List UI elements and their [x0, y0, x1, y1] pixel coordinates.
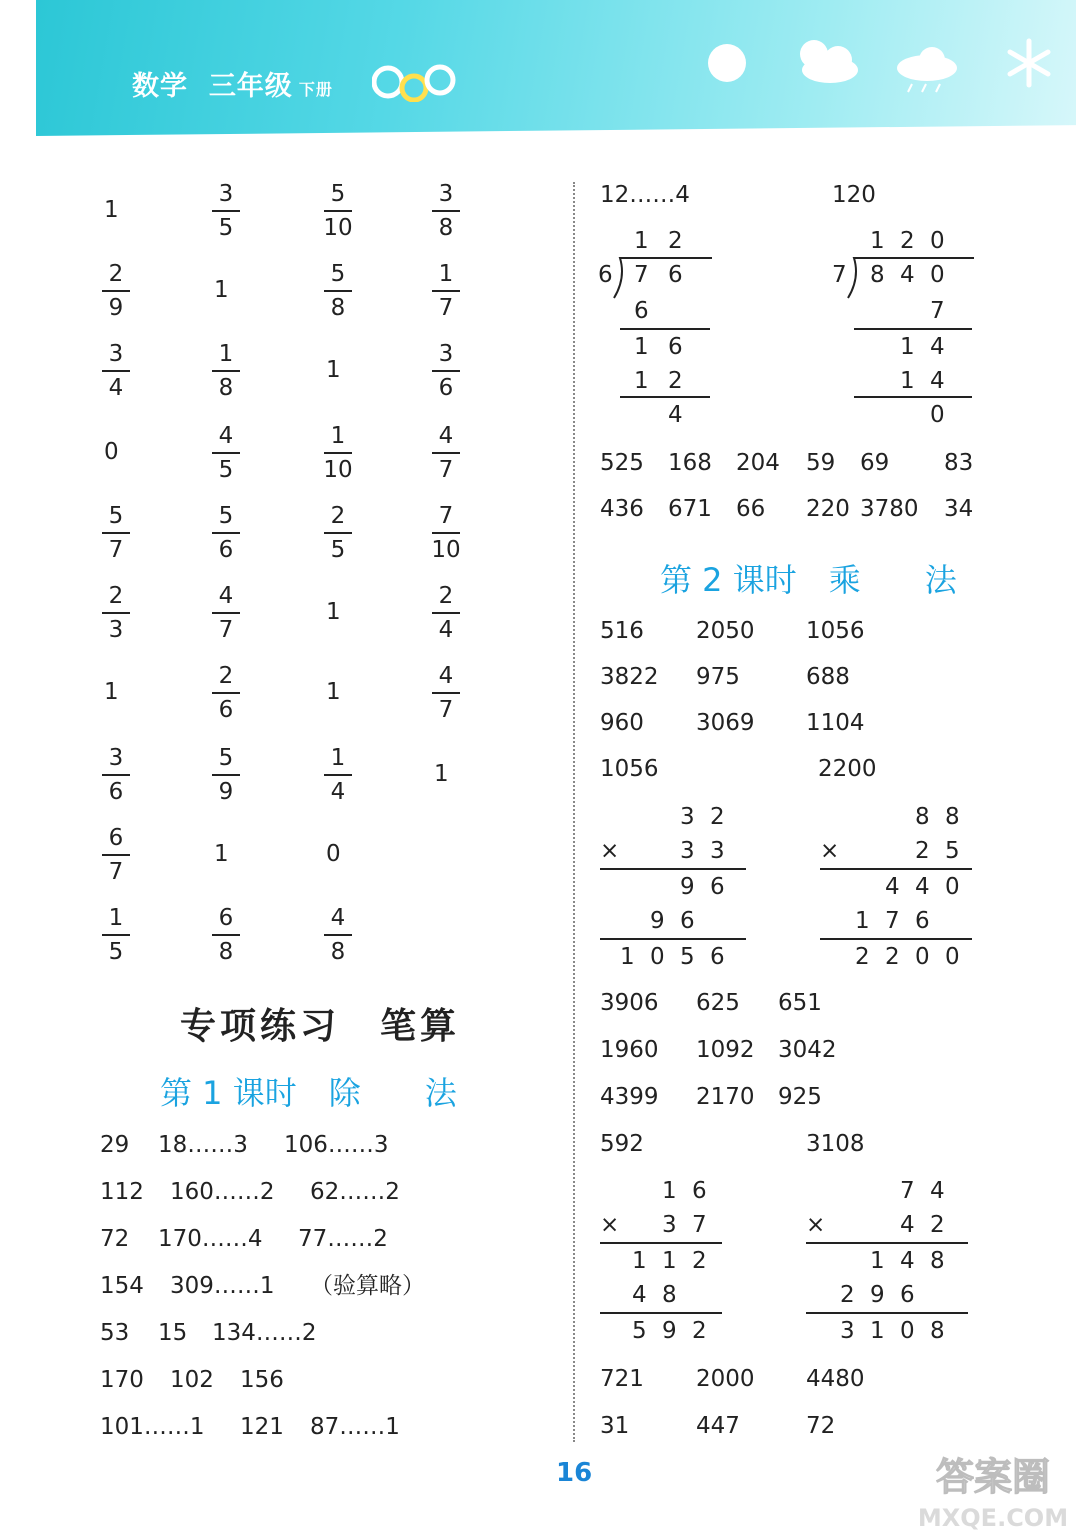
answer-value: 53 — [100, 1320, 130, 1346]
denominator: 7 — [438, 697, 454, 723]
multiplier-digit: 3 — [710, 838, 725, 864]
answer-value: 925 — [778, 1084, 822, 1110]
numerator: 5 — [108, 503, 124, 529]
fraction-answer — [426, 582, 466, 644]
fraction-bar — [432, 210, 460, 212]
product-digit: 0 — [900, 1318, 915, 1344]
fraction-answer — [426, 180, 466, 242]
numerator: 3 — [438, 181, 454, 207]
fraction-bar — [432, 532, 460, 534]
product-digit: 0 — [915, 944, 930, 970]
fraction-answer — [96, 904, 136, 966]
answer-value: 960 — [600, 710, 644, 736]
multiplicand-digit: 3 — [680, 804, 695, 830]
numerator: 4 — [438, 663, 454, 689]
answer-value: 29 — [100, 1132, 130, 1158]
numerator: 1 — [330, 423, 346, 449]
answer-value: 62……2 — [310, 1179, 400, 1205]
rule-line — [854, 396, 972, 398]
numerator: 4 — [218, 423, 234, 449]
fraction-answer: 1 — [326, 599, 341, 625]
answer-value: 625 — [696, 990, 740, 1016]
answer-value: 975 — [696, 664, 740, 690]
answer-value: 112 — [100, 1179, 144, 1205]
numerator: 5 — [330, 181, 346, 207]
multiplier-digit: 5 — [945, 838, 960, 864]
answer-value: 688 — [806, 664, 850, 690]
fraction-bar — [432, 452, 460, 454]
denominator: 9 — [108, 295, 124, 321]
fraction-bar — [102, 774, 130, 776]
answer-value: 87……1 — [310, 1414, 400, 1440]
answer-value: 2170 — [696, 1084, 755, 1110]
quotient-digit: 1 — [634, 228, 649, 254]
fraction-answer — [96, 502, 136, 564]
lesson1-title: 第 1 课时 除 法 — [160, 1074, 457, 1112]
answer-value: 154 — [100, 1273, 144, 1299]
fraction-bar — [212, 692, 240, 694]
numerator: 5 — [218, 503, 234, 529]
denominator: 10 — [323, 457, 353, 483]
quotient-digit: 2 — [900, 228, 915, 254]
rule-line — [806, 1312, 968, 1314]
product-digit: 1 — [620, 944, 635, 970]
fraction-answer — [96, 260, 136, 322]
denominator: 4 — [438, 617, 454, 643]
fraction-answer: 1 — [434, 761, 449, 787]
numerator: 7 — [438, 503, 454, 529]
denominator: 6 — [218, 697, 234, 723]
quotient-digit: 0 — [930, 228, 945, 254]
grade-label: 三年级 — [208, 71, 293, 102]
product-digit: 6 — [710, 944, 725, 970]
denominator: 10 — [431, 537, 461, 563]
answer-value: 1056 — [600, 756, 659, 782]
rule-line — [620, 396, 710, 398]
answer-value: 3042 — [778, 1037, 837, 1063]
dividend-digit: 8 — [870, 262, 885, 288]
partial-digit: 8 — [930, 1248, 945, 1274]
answer-value: 106……3 — [284, 1132, 389, 1158]
fraction-bar — [212, 452, 240, 454]
denominator: 8 — [218, 375, 234, 401]
multiplicand-digit: 8 — [915, 804, 930, 830]
partial-digit: 1 — [870, 1248, 885, 1274]
brand-logo — [372, 62, 458, 102]
numerator: 2 — [218, 663, 234, 689]
numerator: 2 — [438, 583, 454, 609]
step-digit: 1 — [634, 334, 649, 360]
snow-icon — [1004, 38, 1054, 88]
fraction-bar — [212, 612, 240, 614]
times-sign: × — [806, 1212, 826, 1238]
partial-digit: 9 — [870, 1282, 885, 1308]
step-digit: 1 — [900, 368, 915, 394]
multiplicand-digit: 4 — [930, 1178, 945, 1204]
denominator: 5 — [218, 457, 234, 483]
answer-value: 168 — [668, 450, 712, 476]
quotient-digit: 1 — [870, 228, 885, 254]
divisor: 6 — [598, 262, 613, 288]
fraction-answer: 1 — [326, 357, 341, 383]
fraction-answer — [318, 422, 358, 484]
denominator: 8 — [218, 939, 234, 965]
partial-digit: 9 — [680, 874, 695, 900]
answer-value: 83 — [944, 450, 974, 476]
fraction-answer — [206, 582, 246, 644]
partial-digit: 0 — [945, 874, 960, 900]
fraction-bar — [212, 532, 240, 534]
division-answer-left: 12……4 — [600, 182, 690, 208]
fraction-bar — [324, 290, 352, 292]
partial-digit: 4 — [632, 1282, 647, 1308]
denominator: 7 — [438, 295, 454, 321]
fraction-bar — [212, 774, 240, 776]
numerator: 2 — [108, 261, 124, 287]
product-digit: 0 — [945, 944, 960, 970]
fraction-bar — [212, 370, 240, 372]
product-digit: 8 — [930, 1318, 945, 1344]
answer-value: 69 — [860, 450, 890, 476]
fraction-answer — [206, 662, 246, 724]
fraction-answer — [318, 744, 358, 806]
fraction-answer — [426, 260, 466, 322]
step-digit: 6 — [634, 298, 649, 324]
answer-value: 3108 — [806, 1131, 865, 1157]
rule-line — [600, 1242, 722, 1244]
fraction-answer — [96, 340, 136, 402]
answer-value: 134……2 — [212, 1320, 317, 1346]
partial-digit: 2 — [692, 1248, 707, 1274]
fraction-answer — [426, 340, 466, 402]
partial-digit: 9 — [650, 908, 665, 934]
numerator: 6 — [108, 825, 124, 851]
denominator: 8 — [330, 295, 346, 321]
answer-value: 31 — [600, 1413, 630, 1439]
quotient-digit: 2 — [668, 228, 683, 254]
denominator: 7 — [108, 859, 124, 885]
partial-digit: 1 — [855, 908, 870, 934]
step-digit: 4 — [668, 402, 683, 428]
dividend-digit: 7 — [634, 262, 649, 288]
numerator: 1 — [108, 905, 124, 931]
fraction-answer — [206, 340, 246, 402]
answer-value: 15 — [158, 1320, 188, 1346]
fraction-answer: 1 — [104, 197, 119, 223]
denominator: 8 — [438, 215, 454, 241]
fraction-bar — [324, 210, 352, 212]
answer-value: 592 — [600, 1131, 644, 1157]
multiplier-digit: 4 — [900, 1212, 915, 1238]
fraction-answer — [96, 744, 136, 806]
partial-digit: 2 — [840, 1282, 855, 1308]
times-sign: × — [600, 838, 620, 864]
answer-value: 156 — [240, 1367, 284, 1393]
denominator: 3 — [108, 617, 124, 643]
product-digit: 3 — [840, 1318, 855, 1344]
rule-line — [600, 868, 746, 870]
answer-value: 2000 — [696, 1366, 755, 1392]
volume-label: 下册 — [298, 80, 333, 99]
partial-digit: 6 — [915, 908, 930, 934]
partial-digit: 1 — [662, 1248, 677, 1274]
step-digit: 6 — [668, 334, 683, 360]
fraction-answer — [206, 744, 246, 806]
product-digit: 5 — [680, 944, 695, 970]
partial-digit: 6 — [710, 874, 725, 900]
rain-icon — [892, 44, 962, 94]
partial-digit: 8 — [662, 1282, 677, 1308]
fraction-bar — [432, 290, 460, 292]
svg-text:MXQE.COM: MXQE.COM — [917, 1504, 1069, 1532]
fraction-bar — [324, 934, 352, 936]
denominator: 5 — [108, 939, 124, 965]
fraction-answer — [426, 502, 466, 564]
denominator: 5 — [218, 215, 234, 241]
partial-digit: 6 — [680, 908, 695, 934]
answer-value: 1960 — [600, 1037, 659, 1063]
multiplier-digit: 3 — [680, 838, 695, 864]
numerator: 1 — [330, 745, 346, 771]
answer-value: 2050 — [696, 618, 755, 644]
fraction-bar — [324, 774, 352, 776]
answer-value: 59 — [806, 450, 836, 476]
numerator: 3 — [108, 745, 124, 771]
answer-value: 3906 — [600, 990, 659, 1016]
answer-value: 4480 — [806, 1366, 865, 1392]
answer-value: 72 — [806, 1413, 836, 1439]
header-title — [132, 64, 333, 103]
fraction-answer — [206, 904, 246, 966]
answer-value: 309……1 — [170, 1273, 275, 1299]
fraction-bar — [102, 290, 130, 292]
answer-value: 721 — [600, 1366, 644, 1392]
fraction-answer — [206, 422, 246, 484]
numerator: 3 — [108, 341, 124, 367]
step-digit: 0 — [930, 402, 945, 428]
fraction-bar — [212, 210, 240, 212]
denominator: 9 — [218, 779, 234, 805]
numerator: 4 — [330, 905, 346, 931]
fraction-answer — [206, 502, 246, 564]
product-digit: 2 — [855, 944, 870, 970]
numerator: 1 — [218, 341, 234, 367]
fraction-bar — [102, 532, 130, 534]
numerator: 5 — [218, 745, 234, 771]
cloudy-icon — [792, 36, 862, 86]
partial-digit: 4 — [900, 1248, 915, 1274]
fraction-answer: 1 — [214, 277, 229, 303]
fraction-bar — [432, 612, 460, 614]
fraction-answer — [96, 582, 136, 644]
product-digit: 9 — [662, 1318, 677, 1344]
step-digit: 7 — [930, 298, 945, 324]
fraction-bar — [324, 452, 352, 454]
partial-digit: 1 — [632, 1248, 647, 1274]
multiplier-digit: 2 — [930, 1212, 945, 1238]
answer-value: 671 — [668, 496, 712, 522]
fraction-bar — [324, 532, 352, 534]
numerator: 2 — [330, 503, 346, 529]
numerator: 6 — [218, 905, 234, 931]
answer-value: 101……1 — [100, 1414, 205, 1440]
answer-value: 1104 — [806, 710, 865, 736]
rule-line — [854, 328, 972, 330]
fraction-bar — [102, 854, 130, 856]
dividend-digit: 4 — [900, 262, 915, 288]
multiplier-digit: 2 — [915, 838, 930, 864]
answer-value: 121 — [240, 1414, 284, 1440]
denominator: 8 — [330, 939, 346, 965]
rule-line — [620, 328, 710, 330]
answer-value: 2200 — [818, 756, 877, 782]
fraction-answer — [318, 904, 358, 966]
denominator: 7 — [218, 617, 234, 643]
sun-icon — [706, 42, 748, 84]
multiplier-digit: 3 — [662, 1212, 677, 1238]
rule-line — [820, 868, 972, 870]
fraction-answer — [96, 824, 136, 886]
answer-value: 34 — [944, 496, 974, 522]
rule-line — [820, 938, 972, 940]
dividend-digit: 6 — [668, 262, 683, 288]
page-number: 16 — [556, 1458, 593, 1488]
answer-value: 3069 — [696, 710, 755, 736]
fraction-answer: 0 — [104, 439, 119, 465]
numerator: 2 — [108, 583, 124, 609]
denominator: 7 — [438, 457, 454, 483]
fraction-answer — [318, 180, 358, 242]
answer-value: 160……2 — [170, 1179, 275, 1205]
numerator: 3 — [438, 341, 454, 367]
fraction-answer — [206, 180, 246, 242]
answer-value: 102 — [170, 1367, 214, 1393]
answer-value: 651 — [778, 990, 822, 1016]
partial-digit: 4 — [915, 874, 930, 900]
fraction-bar — [212, 934, 240, 936]
answer-value: 516 — [600, 618, 644, 644]
denominator: 6 — [218, 537, 234, 563]
step-digit: 1 — [900, 334, 915, 360]
fraction-answer — [318, 502, 358, 564]
column-divider — [573, 182, 575, 1442]
fraction-answer: 1 — [326, 679, 341, 705]
answer-value: 66 — [736, 496, 766, 522]
times-sign: × — [600, 1212, 620, 1238]
fraction-answer — [426, 422, 466, 484]
partial-digit: 6 — [900, 1282, 915, 1308]
answer-value: 72 — [100, 1226, 130, 1252]
denominator: 4 — [108, 375, 124, 401]
multiplicand-digit: 6 — [692, 1178, 707, 1204]
answer-value: 18……3 — [158, 1132, 248, 1158]
denominator: 6 — [108, 779, 124, 805]
fraction-bar — [102, 370, 130, 372]
denominator: 6 — [438, 375, 454, 401]
rule-line — [806, 1242, 968, 1244]
fraction-answer: 1 — [214, 841, 229, 867]
fraction-answer — [318, 260, 358, 322]
numerator: 3 — [218, 181, 234, 207]
denominator: 5 — [330, 537, 346, 563]
divisor: 7 — [832, 262, 847, 288]
product-digit: 0 — [650, 944, 665, 970]
fraction-bar — [432, 692, 460, 694]
fraction-answer: 0 — [326, 841, 341, 867]
answer-value: （验算略） — [310, 1273, 425, 1299]
product-digit: 5 — [632, 1318, 647, 1344]
fraction-bar — [102, 612, 130, 614]
step-digit: 2 — [668, 368, 683, 394]
answer-value: 525 — [600, 450, 644, 476]
answer-value: 4399 — [600, 1084, 659, 1110]
multiplicand-digit: 2 — [710, 804, 725, 830]
product-digit: 2 — [692, 1318, 707, 1344]
times-sign: × — [820, 838, 840, 864]
fraction-bar — [432, 370, 460, 372]
numerator: 4 — [218, 583, 234, 609]
product-digit: 1 — [870, 1318, 885, 1344]
answer-value: 220 — [806, 496, 850, 522]
rule-line — [600, 1312, 722, 1314]
rule-line — [600, 938, 746, 940]
answer-value: 447 — [696, 1413, 740, 1439]
denominator: 7 — [108, 537, 124, 563]
step-digit: 1 — [634, 368, 649, 394]
answer-value: 1056 — [806, 618, 865, 644]
multiplicand-digit: 7 — [900, 1178, 915, 1204]
step-digit: 4 — [930, 368, 945, 394]
answer-value: 170 — [100, 1367, 144, 1393]
partial-digit: 7 — [885, 908, 900, 934]
division-answer-right: 120 — [832, 182, 876, 208]
dividend-digit: 0 — [930, 262, 945, 288]
denominator: 10 — [323, 215, 353, 241]
answer-value: 77……2 — [298, 1226, 388, 1252]
answer-value: 436 — [600, 496, 644, 522]
svg-text:答案圈: 答案圈 — [935, 1455, 1051, 1499]
answer-value: 3780 — [860, 496, 919, 522]
product-digit: 2 — [885, 944, 900, 970]
fraction-answer — [426, 662, 466, 724]
subject-label: 数学 — [132, 71, 188, 102]
special-practice-title: 专项练习 笔算 — [180, 1006, 461, 1047]
fraction-bar — [102, 934, 130, 936]
step-digit: 4 — [930, 334, 945, 360]
multiplicand-digit: 8 — [945, 804, 960, 830]
answer-value: 1092 — [696, 1037, 755, 1063]
fraction-answer: 1 — [104, 679, 119, 705]
numerator: 5 — [330, 261, 346, 287]
multiplicand-digit: 1 — [662, 1178, 677, 1204]
partial-digit: 4 — [885, 874, 900, 900]
numerator: 1 — [438, 261, 454, 287]
watermark-logo — [905, 1448, 1080, 1536]
answer-value: 3822 — [600, 664, 659, 690]
denominator: 4 — [330, 779, 346, 805]
lesson2-title: 第 2 课时 乘 法 — [660, 561, 957, 599]
answer-value: 170……4 — [158, 1226, 263, 1252]
answer-value: 204 — [736, 450, 780, 476]
multiplier-digit: 7 — [692, 1212, 707, 1238]
numerator: 4 — [438, 423, 454, 449]
